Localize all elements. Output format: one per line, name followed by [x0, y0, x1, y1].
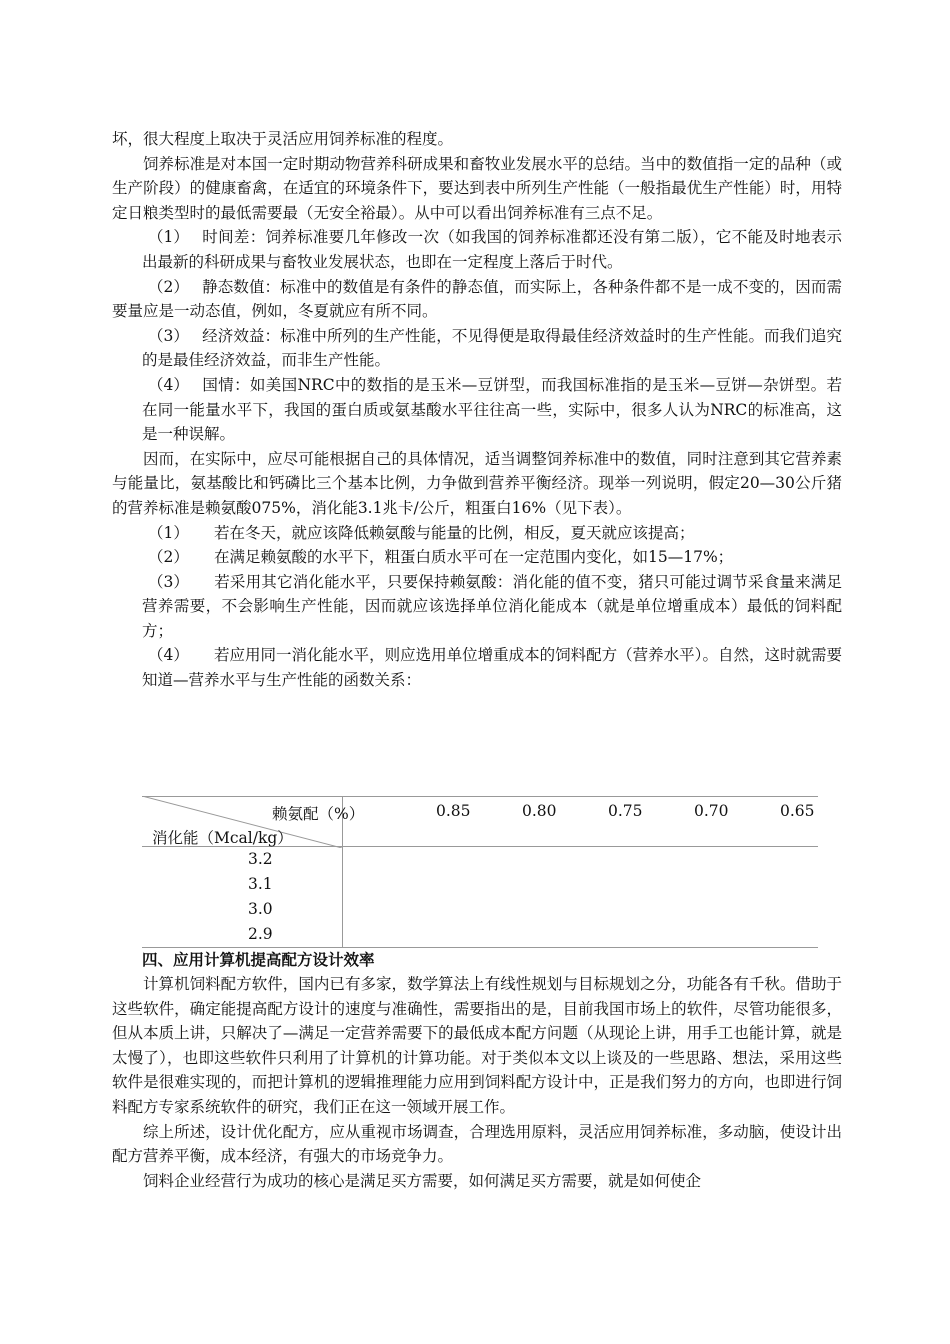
paragraph-enterprise: 饲料企业经营行为成功的核心是满足买方需要，如何满足买方需要，就是如何使企 [143, 1171, 702, 1190]
list-text: 经济效益：标准中所列的生产性能，不见得便是取得最佳经济效益时的生产性能。而我们追究的是最佳经济效益，而非生产性能。 [142, 326, 842, 370]
table-column-value: 0.85 [436, 802, 471, 820]
list-number: （2） [148, 548, 189, 567]
list-number: （3） [148, 572, 189, 591]
table-column-value: 0.70 [694, 802, 729, 820]
list-item-shortcoming-2 [112, 275, 842, 324]
table-row-value: 3.0 [248, 900, 273, 918]
list-item-case-3 [112, 570, 842, 644]
list-text: 时间差：饲养标准要几年修改一次（如我国的饲养标准都还没有第二版），它不能及时地表示出最新的科研成果与畜牧业发展状态，也即在一定程度上落后于时代。 [142, 228, 842, 271]
table-row-value: 3.1 [248, 875, 273, 893]
table-row-value: 2.9 [248, 925, 273, 943]
paragraph-feeding-standard: 饲养标准是对本国一定时期动物营养科研成果和畜牧业发展水平的总结。当中的数值指一定的品种（或生产阶段）的健康畜禽，在适宜的环境条件下，要达到表中所列生产性能（一般指最优生产性能）时，用特定日粮类型时的最低需要最（无安全裕最）。从中可以看出饲养标准有三点不足。 [112, 154, 842, 222]
list-number: （2） [148, 277, 189, 296]
paragraph-continued: 坏，很大程度上取决于灵活应用饲养标准的程度。 [112, 130, 454, 148]
list-item-shortcoming-3 [112, 324, 842, 373]
paragraph-adjust-standard: 因而，在实际中，应尽可能根据自己的具体情况，适当调整饲养标准中的数值，同时注意到其它营养素与能量比，氨基酸比和钙磷比三个基本比例，力争做到营养平衡经济。现举一列说明，假定20—30公斤猪的营养标准是赖氨酸075%，消化能3.1兆卡/公斤，粗蛋白16%（见下表）。 [112, 449, 842, 517]
list-item-shortcoming-4 [112, 373, 842, 447]
list-number: （4） [148, 375, 189, 394]
table-column-value: 0.75 [608, 802, 643, 820]
table-row-header: 消化能（Mcal/kg） [152, 829, 293, 847]
list-text: 国情：如美国NRC中的数指的是玉米—豆饼型，而我国标准指的是玉米—豆饼—杂饼型。若在同一能量水平下，我国的蛋白质或氨基酸水平往往高一些，实际中，很多人认为NRC的标准高，这是一种误解。 [142, 375, 842, 444]
paragraph-summary: 综上所述，设计优化配方，应从重视市场调查，合理选用原料，灵活应用饲养标准，多动脑，使设计出配方营养平衡，成本经济，有强大的市场竞争力。 [112, 1122, 842, 1166]
table-row-value: 3.2 [248, 850, 273, 868]
list-text: 若采用其它消化能水平，只要保持赖氨酸：消化能的值不变，猪只可能过调节采食量来满足营养需要，不会影响生产性能，因而就应该选择单位消化能成本（就是单位增重成本）最低的饲料配方； [142, 572, 842, 640]
list-text: 在满足赖氨酸的水平下，粗蛋白质水平可在一定范围内变化，如15—17%； [214, 548, 734, 567]
body-top [112, 127, 842, 693]
list-number: （3） [148, 326, 189, 345]
paragraph-software: 计算机饲料配方软件，国内已有多家，数学算法上有线性规划与目标规划之分，功能各有千秋。借助于这些软件，确定能提高配方设计的速度与准确性，需要指出的是，目前我国市场上的软件，尽管功能很多，但从本质上讲，只解决了—满足一定营养需要下的最低成本配方问题（从现论上讲，用手工也能计算，就是太慢了），也即这些软件只利用了计算机的计算功能。对于类似本文以上谈及的一些思路、想法，采用这些软件是很难实现的，而把计算机的逻辑推理能力应用到饲料配方设计中，正是我们努力的方向，也即进行饲料配方专家系统软件的研究，我们正在这一领域开展工作。 [112, 975, 842, 1116]
list-item-case-2 [112, 545, 842, 570]
list-number: （1） [148, 228, 189, 247]
table-column-header: 赖氨配（%） [272, 805, 365, 823]
body-bottom [112, 972, 842, 1193]
list-number: （4） [148, 646, 189, 665]
list-item-case-1 [112, 521, 842, 546]
list-number: （1） [148, 523, 189, 542]
nutrition-table [142, 796, 818, 948]
list-text: 静态数值：标准中的数值是有条件的静态值，而实际上，各种条件都不是一成不变的，因而需要量应是一动态值，例如，冬夏就应有所不同。 [112, 277, 842, 321]
list-text: 若在冬天，就应该降低赖氨酸与能量的比例，相反，夏天就应该提高； [214, 523, 695, 542]
section-heading: 四、应用计算机提高配方设计效率 [142, 951, 375, 969]
list-item-case-4 [112, 643, 842, 692]
table-column-value: 0.80 [522, 802, 557, 820]
list-text: 若应用同一消化能水平，则应选用单位增重成本的饲料配方（营养水平）。自然，这时就需要知道—营养水平与生产性能的函数关系： [142, 646, 842, 690]
table-column-value: 0.65 [780, 802, 815, 820]
list-item-shortcoming-1 [112, 225, 842, 274]
